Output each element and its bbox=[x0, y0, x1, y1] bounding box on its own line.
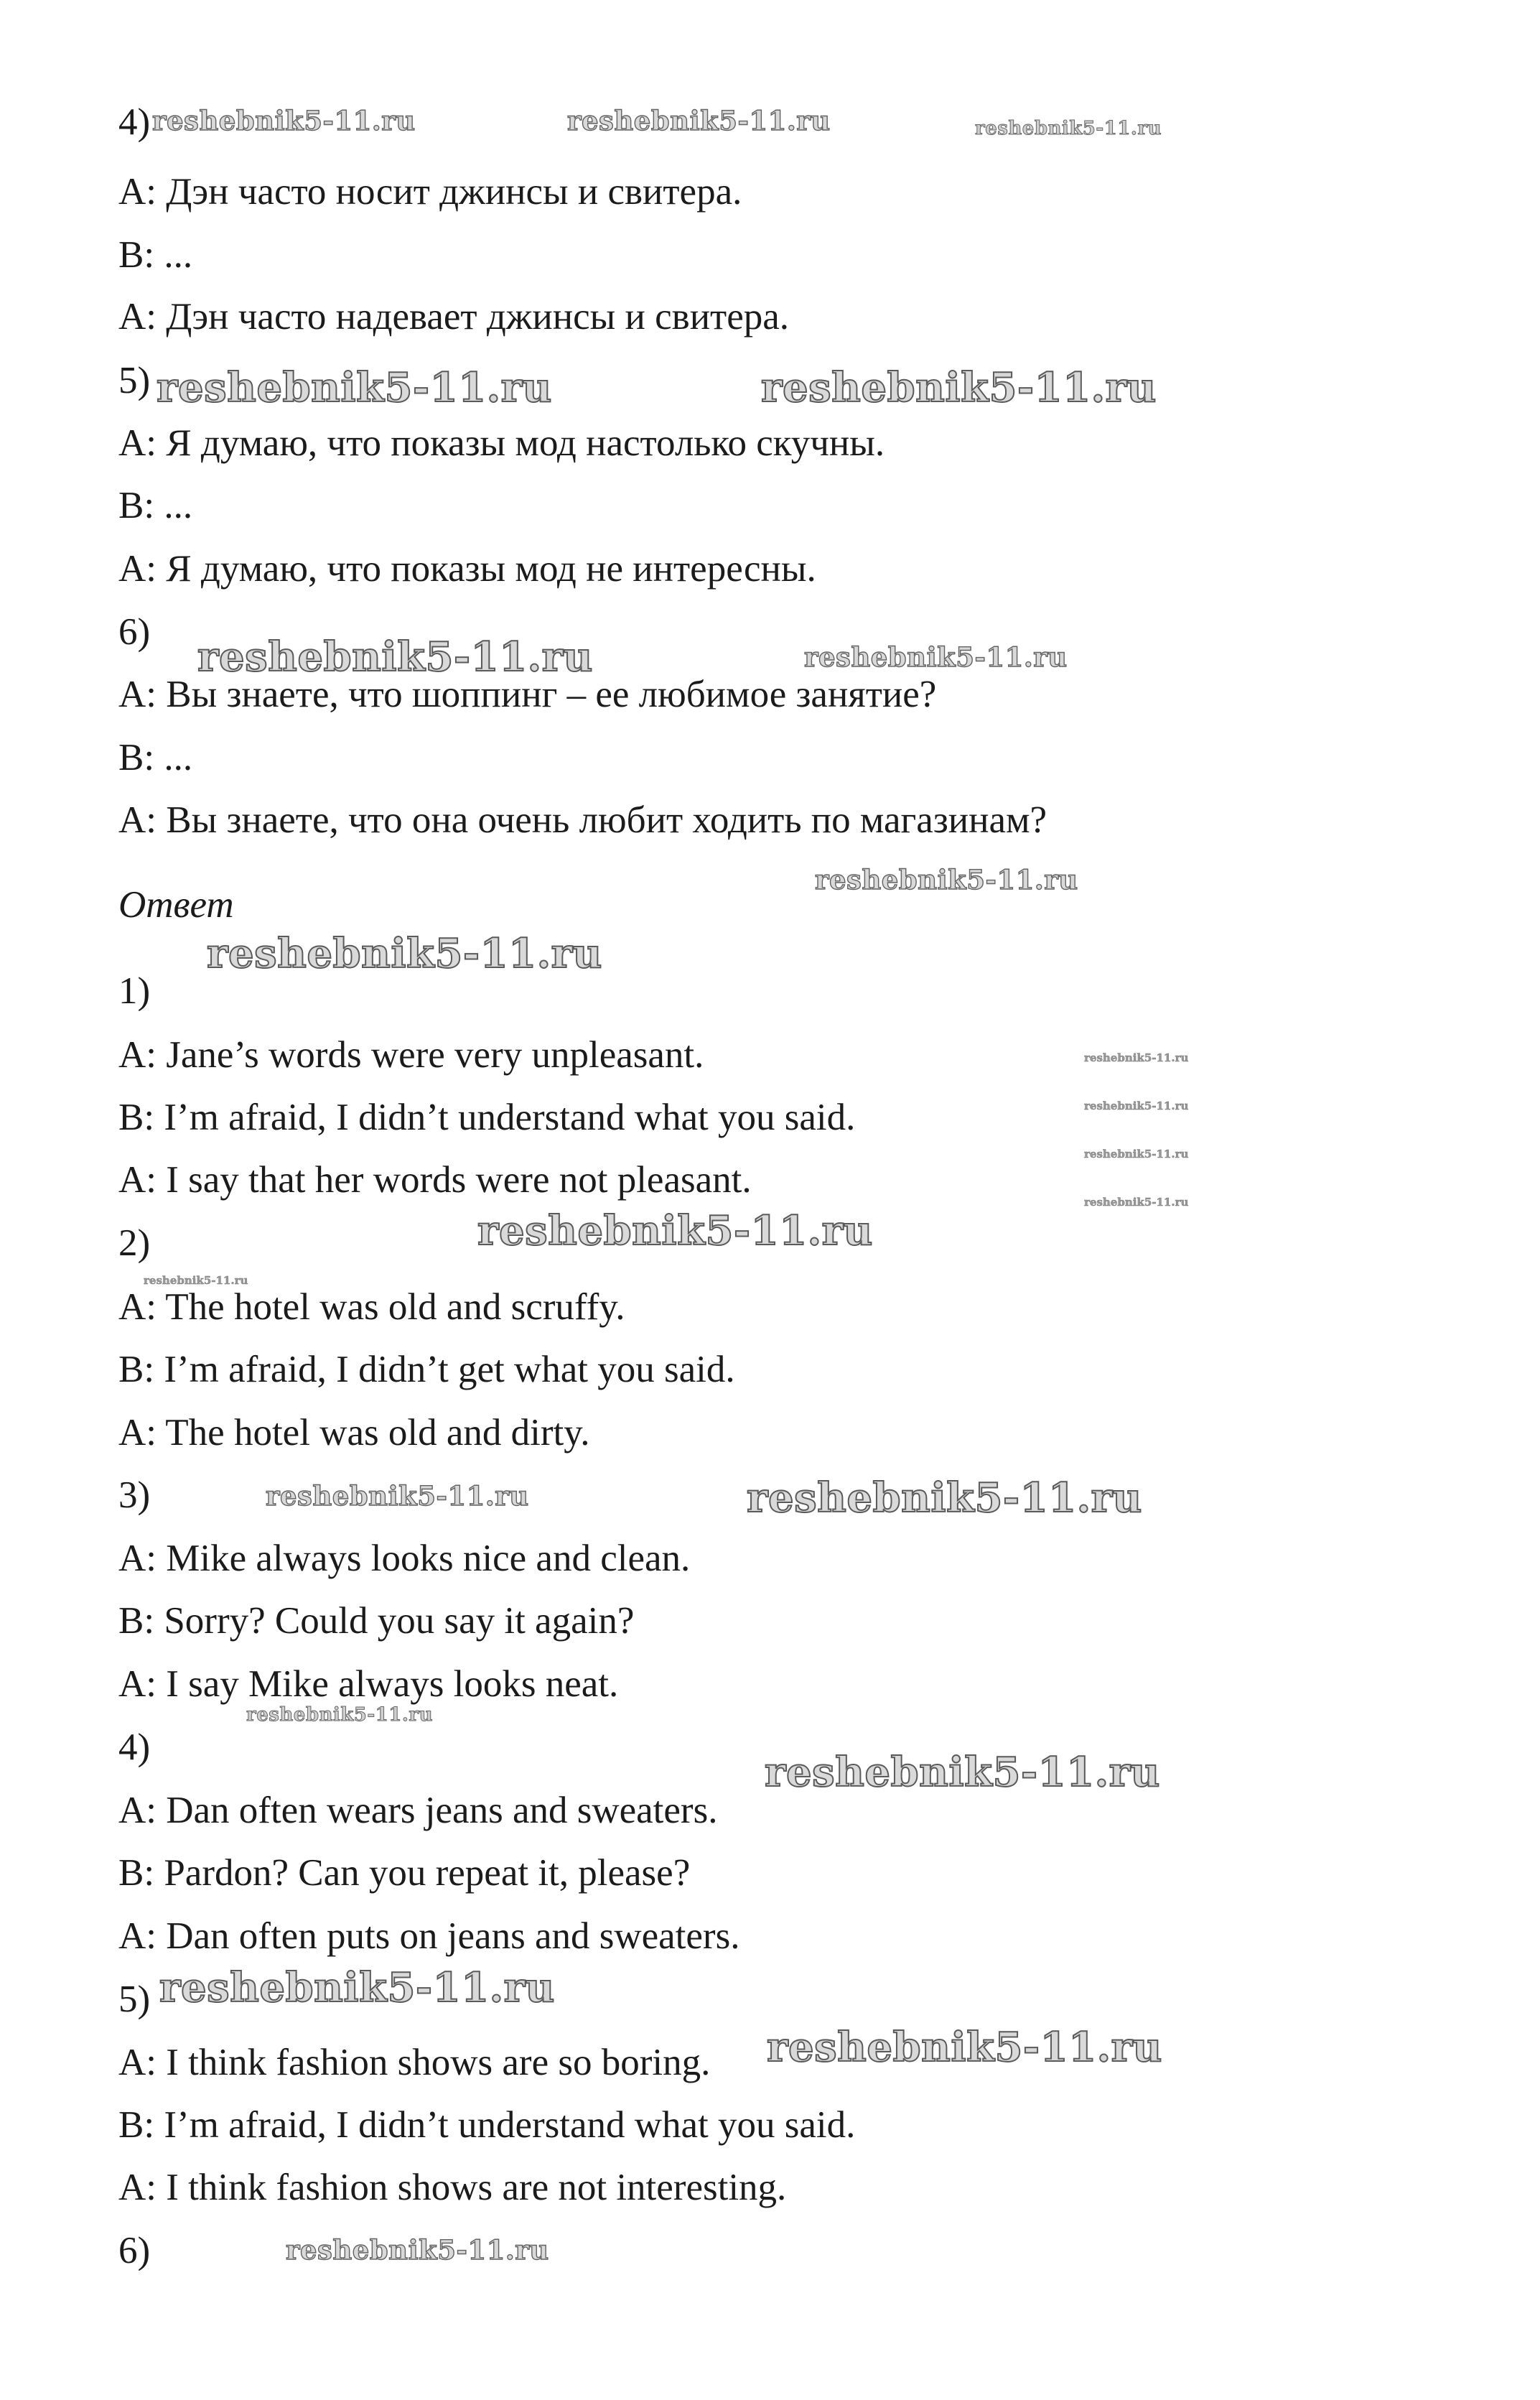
dialogue-line: B: I’m afraid, I didn’t understand what you said. bbox=[118, 1097, 856, 1138]
watermark: reshebnik5-11.ru bbox=[761, 364, 1157, 411]
dialogue-line: A: Я думаю, что показы мод настолько скучны. bbox=[118, 422, 885, 464]
watermark: reshebnik5-11.ru bbox=[1084, 1148, 1189, 1161]
answer-number: 1) bbox=[118, 970, 151, 1012]
dialogue-line: A: I think fashion shows are not interesting. bbox=[118, 2167, 787, 2208]
watermark: reshebnik5-11.ru bbox=[1084, 1099, 1189, 1112]
dialogue-line: A: Дэн часто носит джинсы и свитера. bbox=[118, 171, 742, 213]
watermark: reshebnik5-11.ru bbox=[804, 641, 1068, 673]
dialogue-line: A: The hotel was old and dirty. bbox=[118, 1412, 590, 1454]
dialogue-line: A: I think fashion shows are so boring. bbox=[118, 2042, 711, 2083]
answer-number: 3) bbox=[118, 1474, 151, 1516]
answer-heading: Ответ bbox=[118, 884, 234, 926]
watermark: reshebnik5-11.ru bbox=[197, 633, 593, 681]
dialogue-line: A: The hotel was old and scruffy. bbox=[118, 1286, 625, 1328]
watermark: reshebnik5-11.ru bbox=[815, 864, 1078, 896]
answer-number: 2) bbox=[118, 1222, 151, 1264]
watermark: reshebnik5-11.ru bbox=[152, 105, 416, 136]
watermark: reshebnik5-11.ru bbox=[975, 118, 1162, 139]
dialogue-line: A: I say that her words were not pleasant. bbox=[118, 1159, 752, 1201]
dialogue-line: B: Pardon? Can you repeat it, please? bbox=[118, 1852, 691, 1894]
watermark: reshebnik5-11.ru bbox=[1084, 1051, 1189, 1064]
watermark: reshebnik5-11.ru bbox=[207, 930, 602, 977]
watermark: reshebnik5-11.ru bbox=[1084, 1196, 1189, 1209]
task-number: 5) bbox=[118, 360, 151, 401]
answer-number: 4) bbox=[118, 1726, 151, 1768]
dialogue-line: A: Dan often wears jeans and sweaters. bbox=[118, 1790, 718, 1831]
dialogue-line: A: Вы знаете, что она очень любит ходить по магазинам? bbox=[118, 799, 1047, 841]
dialogue-line: A: Вы знаете, что шоппинг – ее любимое занятие? bbox=[118, 674, 937, 715]
task-number: 6) bbox=[118, 611, 151, 653]
dialogue-line: B: Sorry? Could you say it again? bbox=[118, 1600, 635, 1642]
answer-number: 5) bbox=[118, 1978, 151, 2020]
dialogue-line: A: Dan often puts on jeans and sweaters. bbox=[118, 1915, 740, 1957]
dialogue-line: B: ... bbox=[118, 485, 193, 526]
watermark: reshebnik5-11.ru bbox=[246, 1704, 434, 1726]
dialogue-line: B: ... bbox=[118, 737, 193, 778]
dialogue-line: A: Дэн часто надевает джинсы и свитера. bbox=[118, 296, 790, 338]
watermark: reshebnik5-11.ru bbox=[286, 2234, 549, 2266]
watermark: reshebnik5-11.ru bbox=[477, 1207, 873, 1255]
watermark: reshebnik5-11.ru bbox=[567, 105, 831, 136]
watermark: reshebnik5-11.ru bbox=[157, 364, 552, 411]
dialogue-line: B: I’m afraid, I didn’t get what you said. bbox=[118, 1349, 735, 1390]
dialogue-line: A: Jane’s words were very unpleasant. bbox=[118, 1034, 704, 1076]
answer-number: 6) bbox=[118, 2230, 151, 2271]
watermark: reshebnik5-11.ru bbox=[266, 1480, 529, 1512]
watermark: reshebnik5-11.ru bbox=[765, 1749, 1160, 1796]
task-number: 4) bbox=[118, 101, 151, 143]
dialogue-line: A: Mike always looks nice and clean. bbox=[118, 1538, 691, 1579]
dialogue-line: A: Я думаю, что показы мод не интересны. bbox=[118, 548, 816, 590]
watermark: reshebnik5-11.ru bbox=[144, 1274, 248, 1287]
dialogue-line: B: ... bbox=[118, 234, 193, 276]
dialogue-line: B: I’m afraid, I didn’t understand what you said. bbox=[118, 2104, 856, 2146]
watermark: reshebnik5-11.ru bbox=[747, 1474, 1142, 1522]
watermark: reshebnik5-11.ru bbox=[159, 1964, 555, 2011]
dialogue-line: A: I say Mike always looks neat. bbox=[118, 1663, 619, 1705]
watermark: reshebnik5-11.ru bbox=[767, 2024, 1162, 2071]
